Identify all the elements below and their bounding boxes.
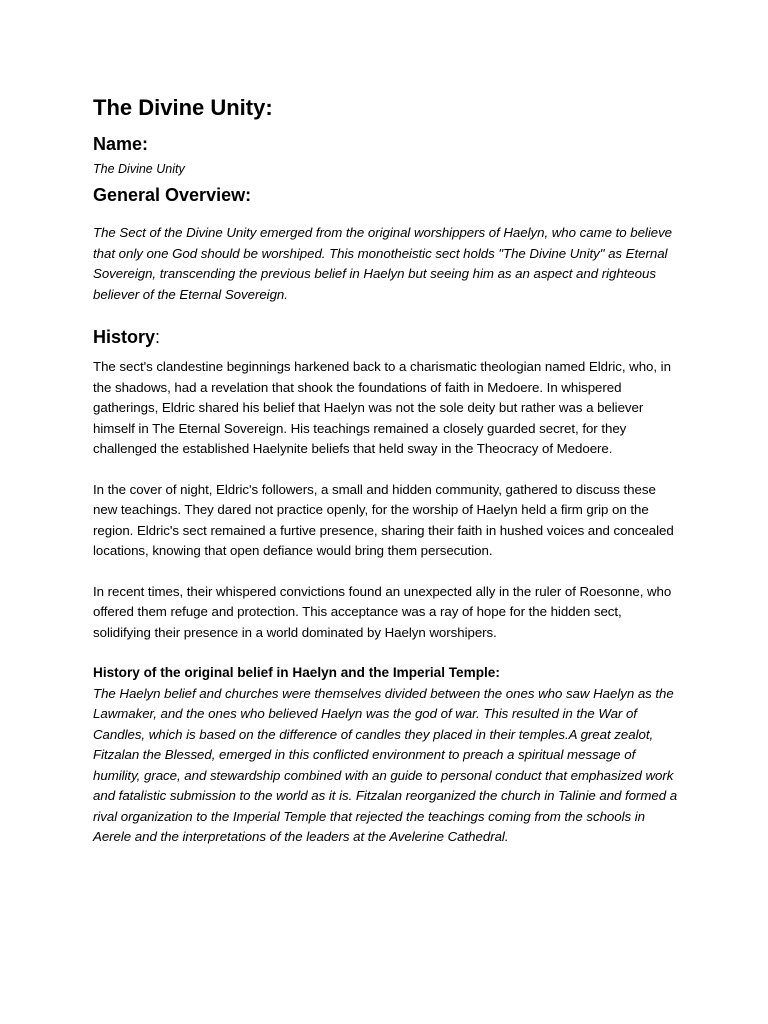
- original-belief-heading: History of the original belief in Haelyn and the Imperial Temple:: [93, 665, 500, 680]
- history-paragraph-1: The sect's clandestine beginnings harkened back to a charismatic theologian named Eldric, who, in the shadows, had a revelation that shook the foundations of faith in Medoere. In whispered gatherings, Eldric shared his belief that Haelyn was not the sole deity but rather was a believer himself in The Eternal Sovereign. His teachings remained a closely guarded secret, for they challenged the established Haelynite beliefs that held sway in the Theocracy of Medoere.: [93, 359, 671, 456]
- name-heading: Name:: [93, 134, 149, 154]
- overview-heading: General Overview:: [93, 185, 252, 205]
- original-belief-paragraph: The Haelyn belief and churches were themselves divided between the ones who saw Haelyn as the Lawmaker, and the ones who believed Haelyn was the god of war. This resulted in the War of Candles, which is based on the difference of candles they placed in their temples.A great zealot, Fitzalan the Blessed, emerged in this conflicted environment to preach a spiritual message of humility, grace, and stewardship combined with an guide to personal conduct that emphasized work and fatalistic submission to the world as it is. Fitzalan reorganized the church in Talinie and formed a rival organization to the Imperial Temple that rejected the teachings coming from the schools in Aerele and the interpretations of the leaders at the Avelerine Cathedral.: [93, 685, 678, 844]
- history-heading-colon: :: [155, 327, 161, 347]
- history-heading-text: History: [93, 327, 156, 347]
- document-title: The Divine Unity:: [93, 95, 273, 120]
- overview-paragraph: The Sect of the Divine Unity emerged from the original worshippers of Haelyn, who came to believe that only one God should be worshiped. This monotheistic sect holds "The Divine Unity" as Eternal Sovereign, transcending the previous belief in Haelyn but seeing him as an aspect and righteous believer of the Eternal Sovereign.: [93, 225, 673, 302]
- history-paragraph-3: In recent times, their whispered convictions found an unexpected ally in the ruler of Roesonne, who offered them refuge and protection. This acceptance was a ray of hope for the hidden sect, solidifying their presence in a world dominated by Haelyn worshipers.: [93, 583, 672, 640]
- name-value: The Divine Unity: [93, 162, 185, 176]
- document-page: [93, 94, 678, 848]
- history-heading: [93, 325, 678, 349]
- history-paragraph-2: In the cover of night, Eldric's followers, a small and hidden community, gathered to discuss these new teachings. They dared not practice openly, for the worship of Haelyn held a firm grip on the region. Eldric's sect remained a furtive presence, sharing their faith in hushed voices and concealed locations, knowing that open defiance would bring them persecution.: [93, 481, 674, 558]
